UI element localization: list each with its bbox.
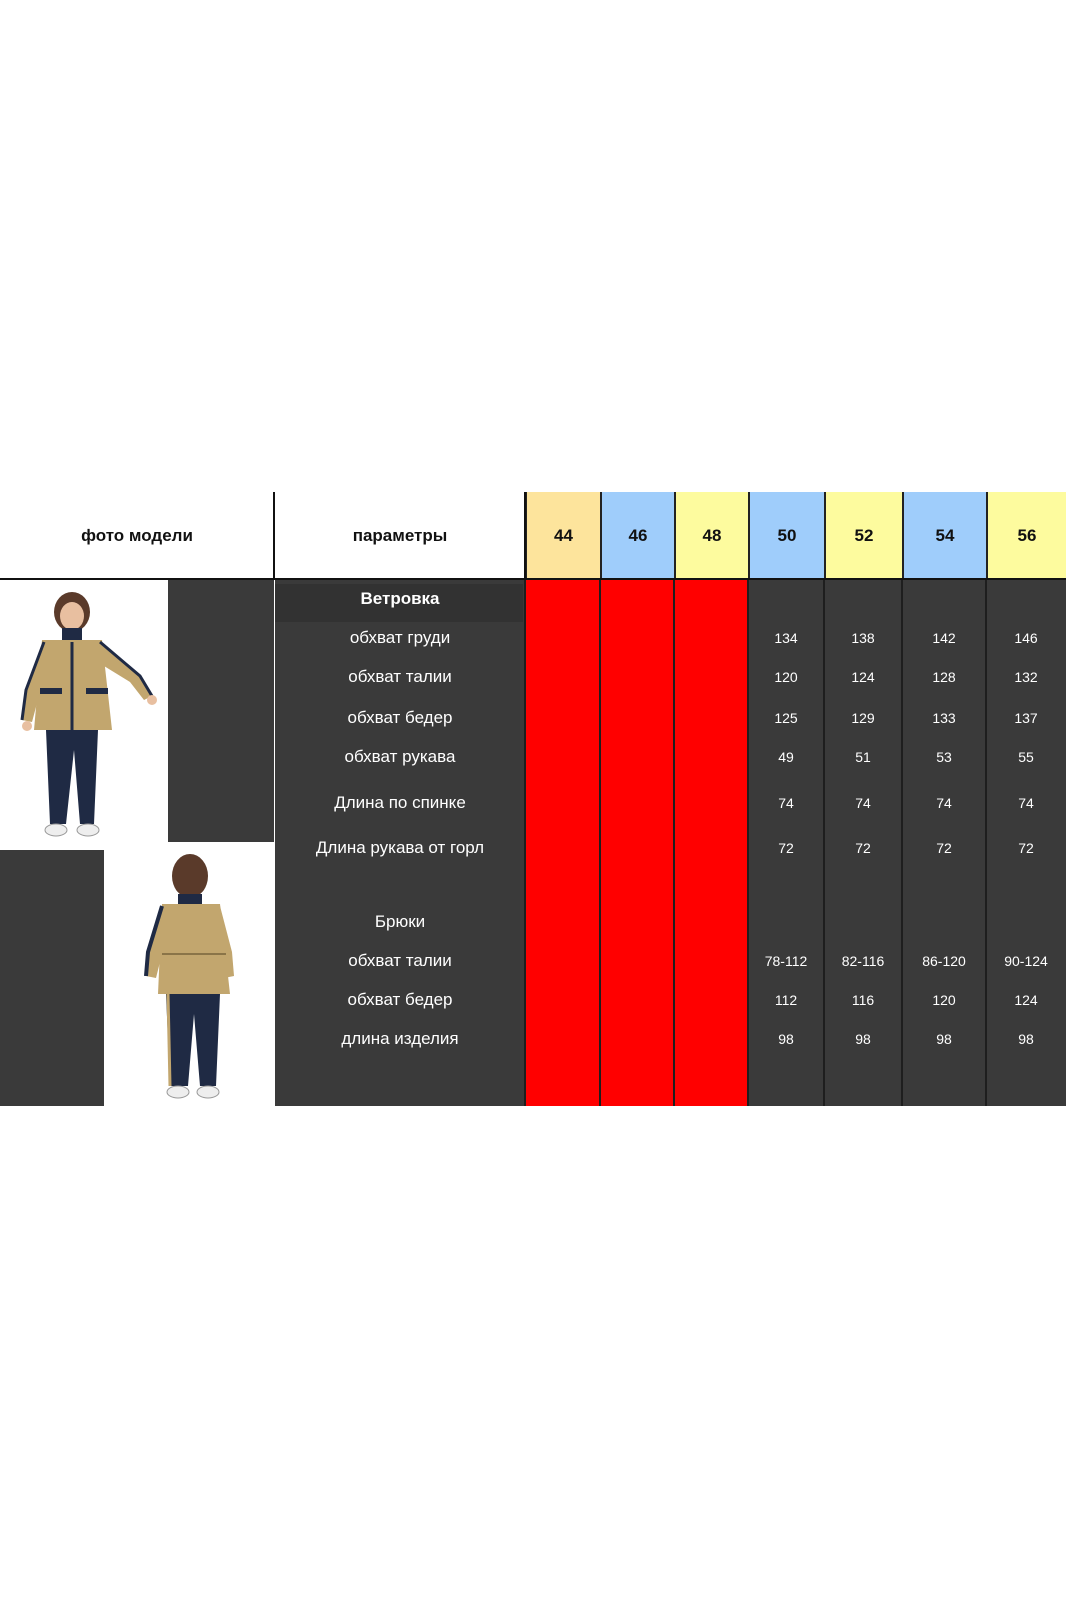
param-label: обхват талии [348,667,452,686]
unavailable-size-column-46 [600,580,674,1106]
size-header-48 [674,492,748,580]
param-value: 120 [774,669,798,685]
unavailable-size-column-48 [674,580,748,1106]
param-value: 134 [774,630,798,646]
size-header-54 [902,492,986,580]
param-label: обхват бедер [347,708,453,727]
param-label: обхват бедер [347,990,453,1009]
param-value: 120 [932,992,956,1008]
param-value: 133 [932,710,956,726]
param-value: 72 [855,840,871,856]
size-header-44 [525,492,600,580]
params-column-title: параметры [352,526,448,545]
size-header-label: 52 [854,526,874,545]
param-value: 72 [936,840,952,856]
param-value: 53 [936,749,952,765]
param-value: 72 [1018,840,1034,856]
header-params-cell [276,492,524,580]
column-separator [673,580,675,1106]
header-divider-right [524,492,526,580]
size-header-label: 48 [702,526,722,545]
param-value: 116 [851,992,875,1008]
size-chart [0,492,1066,1106]
model-photo-front [0,580,168,850]
param-value: 129 [851,710,875,726]
param-value: 74 [855,795,871,811]
photo-column-title: фото модели [81,526,193,545]
param-value: 78-112 [764,953,808,969]
param-value: 132 [1014,669,1038,685]
size-header-56 [986,492,1066,580]
param-value: 98 [936,1031,952,1047]
param-value: 74 [1018,795,1034,811]
size-header-label: 56 [1017,526,1037,545]
param-value: 90-124 [1004,953,1048,969]
header-divider-left [273,492,275,580]
section-title: Ветровка [360,589,440,608]
column-separator [599,580,601,1106]
param-value: 98 [1018,1031,1034,1047]
model-front-illustration [0,580,168,850]
header-photo-cell [0,492,274,580]
size-header-46 [600,492,674,580]
param-label: Длина по спинке [334,793,466,812]
param-value: 86-120 [922,953,966,969]
size-header-label: 54 [935,526,955,545]
param-value: 124 [851,669,875,685]
param-value: 146 [1014,630,1038,646]
param-value: 124 [1014,992,1038,1008]
param-value: 128 [932,669,956,685]
param-value: 125 [774,710,798,726]
param-value: 49 [778,749,794,765]
param-label: Длина рукава от горл [315,838,485,857]
size-header-label: 44 [554,526,573,545]
param-value: 74 [936,795,952,811]
param-label: длина изделия [341,1029,459,1048]
size-header-label: 50 [777,526,797,545]
param-label: обхват рукава [344,747,456,766]
param-value: 137 [1014,710,1038,726]
param-value: 138 [851,630,875,646]
param-value: 74 [778,795,794,811]
param-value: 98 [855,1031,871,1047]
size-header-50 [748,492,824,580]
param-label: обхват талии [348,951,452,970]
size-header-52 [824,492,902,580]
param-label: обхват груди [349,628,451,647]
model-back-illustration [104,842,274,1106]
param-value: 51 [855,749,871,765]
param-value: 142 [932,630,956,646]
param-value: 72 [778,840,794,856]
param-value: 55 [1018,749,1034,765]
section-title: Брюки [374,912,426,931]
unavailable-size-column-44 [525,580,600,1106]
param-value: 82-116 [841,953,885,969]
size-header-label: 46 [628,526,648,545]
param-value: 112 [774,992,798,1008]
param-value: 98 [778,1031,794,1047]
model-photo-back [104,842,274,1106]
